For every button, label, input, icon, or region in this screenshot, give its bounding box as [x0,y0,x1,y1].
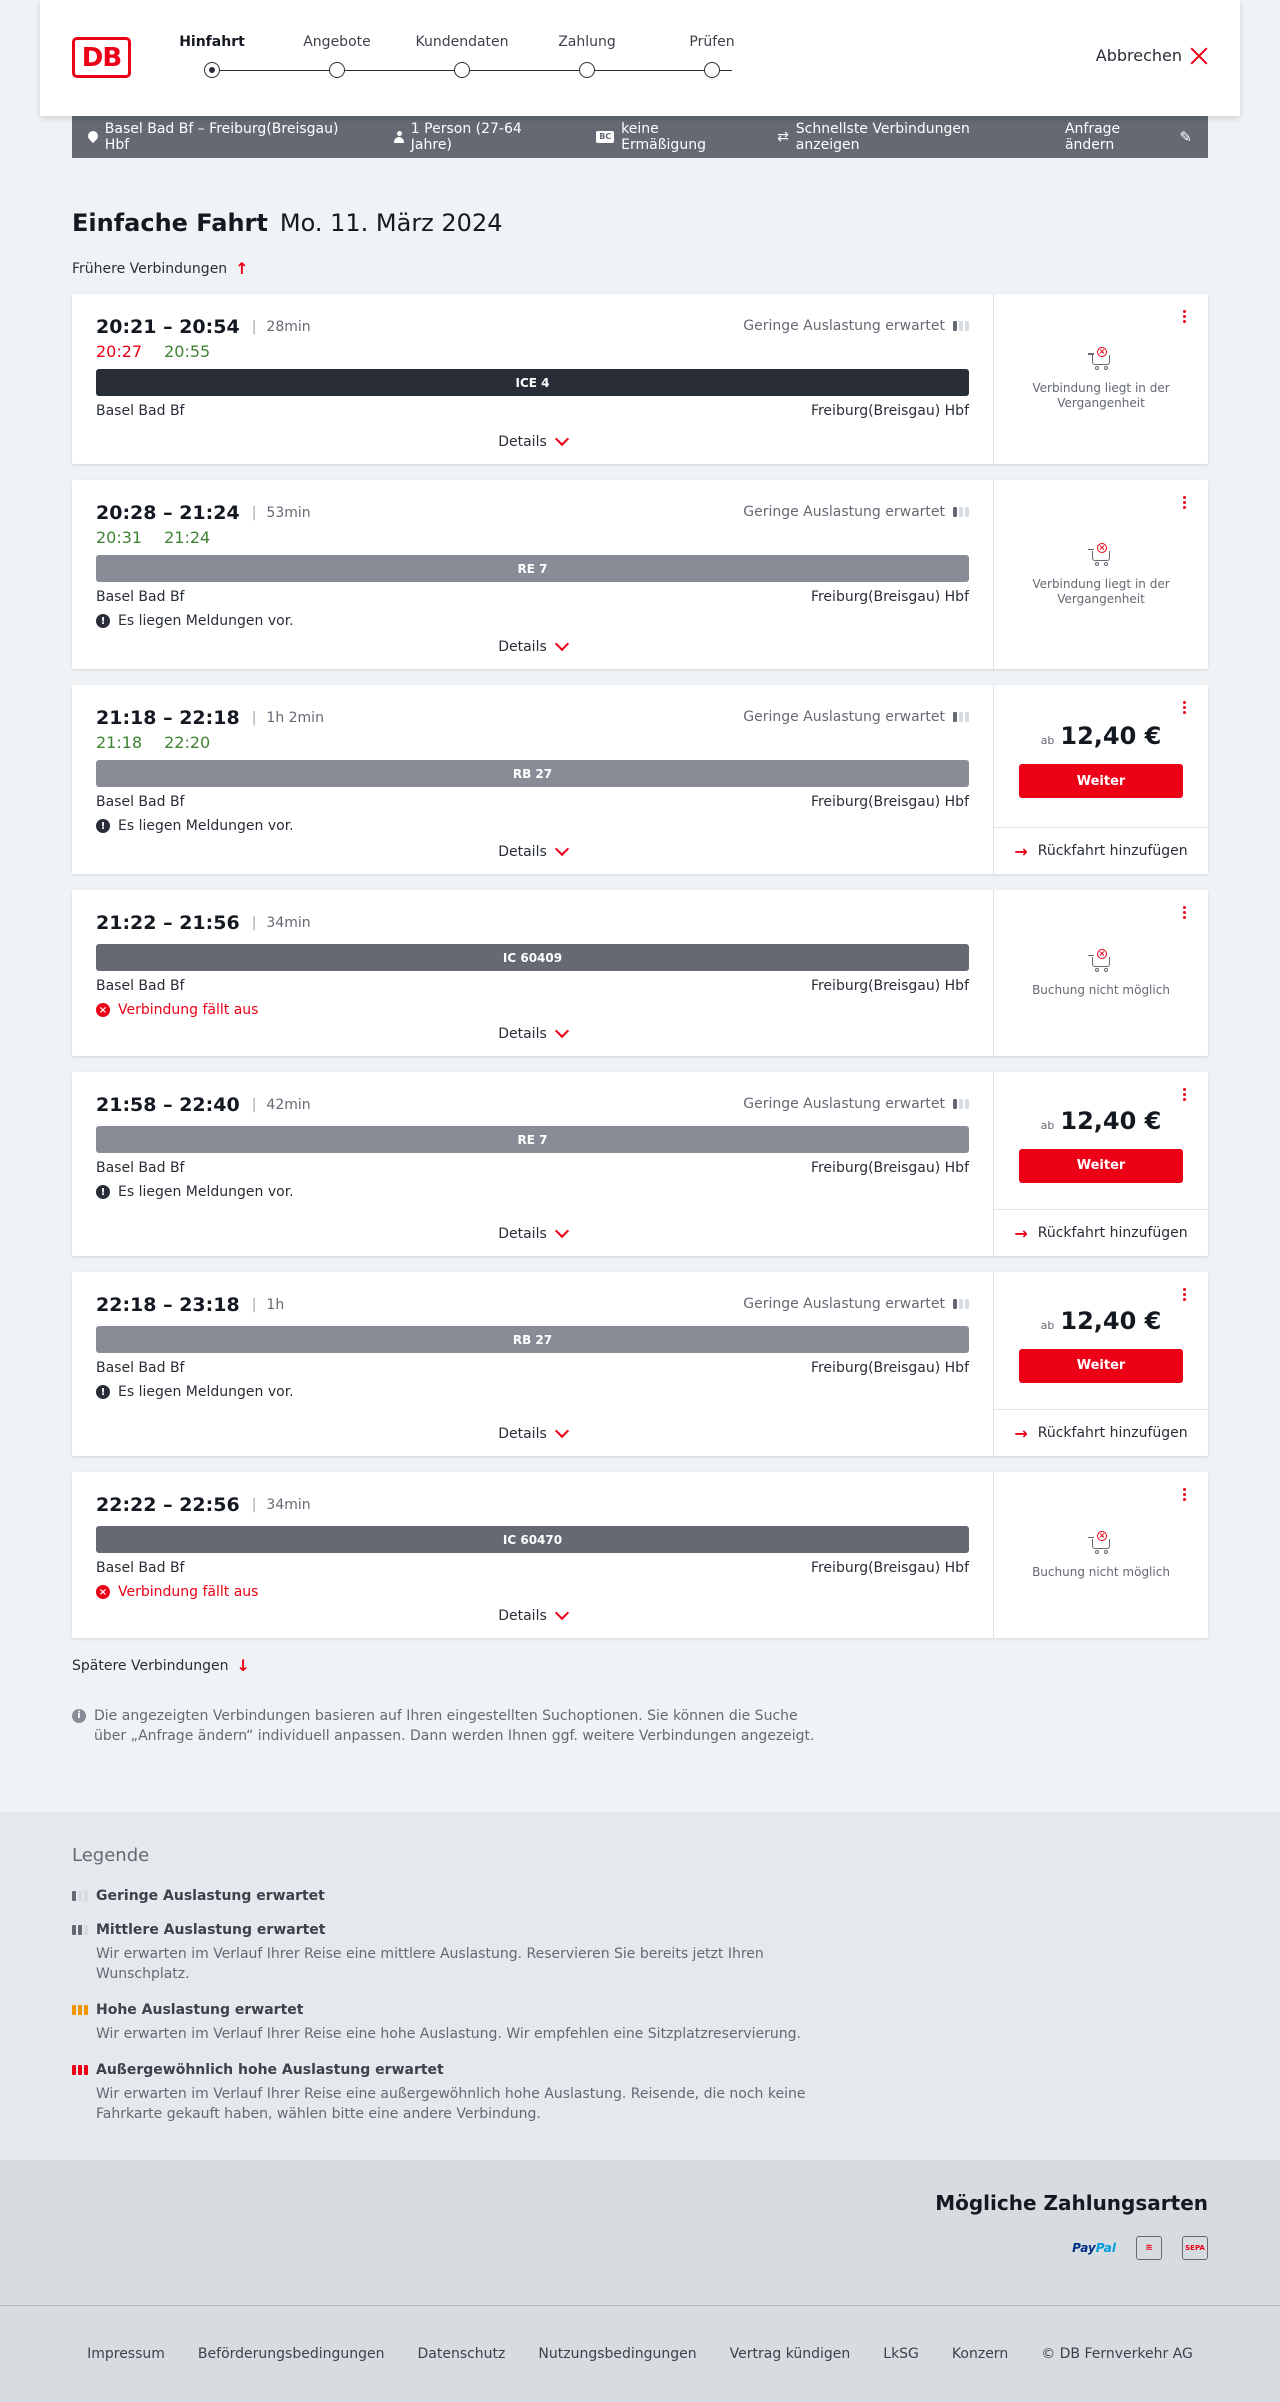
notice-text: Verbindung fällt aus [118,1584,259,1600]
origin-station: Basel Bad Bf [96,1560,185,1576]
summary-fastest [777,121,1033,153]
duration: 53min [266,505,311,521]
cancellation-notice [96,1002,969,1018]
add-return-label: Rückfahrt hinzufügen [1037,843,1188,859]
chevron-down-icon [555,432,569,446]
details-label: Details [498,639,547,655]
cancellation-notice [96,1584,969,1600]
summary-route [88,121,362,153]
earlier-connections-link[interactable] [72,259,1208,278]
stations [96,1160,969,1176]
stations [96,589,969,605]
occupancy-level-icon [72,2005,88,2015]
legend-item-title: Geringe Auslastung erwartet [96,1888,325,1904]
step-label: Kundendaten [415,34,509,50]
message-notice [96,1384,969,1400]
details-label: Details [498,1026,547,1042]
discount-text: keine Ermäßigung [621,121,706,153]
separator: | [251,710,257,726]
price-box [994,1072,1208,1209]
price-value: 12,40 € [1060,1306,1162,1335]
destination-station: Freiburg(Breisgau) Hbf [810,794,969,810]
duration: 28min [266,319,311,335]
destination-station: Freiburg(Breisgau) Hbf [810,1360,969,1376]
change-request-label: Anfrage ändern [1064,121,1121,153]
notice-text: Es liegen Meldungen vor. [118,1184,294,1200]
pencil-icon: ✎ [1179,127,1192,146]
footer [0,2305,1280,2402]
occupancy-text: Geringe Auslastung erwartet [743,318,945,334]
price-box [994,685,1208,827]
legend-item-head [72,1922,1208,1938]
price [1041,1107,1162,1135]
later-connections-link[interactable] [72,1656,1208,1675]
booking-unavailable [994,294,1208,464]
cancelled-icon: × [96,1585,110,1599]
legend-item [72,2062,1208,2124]
origin-station: Basel Bad Bf [96,403,185,419]
unavailable-text: Buchung nicht möglich [1032,1564,1170,1579]
connection-times [96,912,969,934]
booking-stepper [179,34,762,84]
price [1041,1307,1162,1335]
departure-arrival-time: 21:22 – 21:56 [96,912,240,934]
occupancy-info [743,504,969,520]
booking-unavailable [994,890,1208,1056]
footer-link-impressum[interactable]: Impressum [87,2346,165,2362]
info-note-text: Die angezeigten Verbindungen basieren auf Ihren eingestellten Suchoptionen. Sie können die Suche über „Anfrage ändern“ individuell anpassen. Dann werden Ihnen ggf. weitere Verbindungen angezeigt. [94,1708,815,1744]
stations [96,403,969,419]
details-toggle[interactable] [72,639,993,655]
arrow-up-icon: ↑ [235,259,249,278]
footer-link-lksg[interactable]: LkSG [883,2346,919,2362]
step-dot [454,62,470,78]
step-pruefen[interactable] [652,34,772,54]
realtime-times [96,733,969,752]
legend-item [72,1922,1208,1984]
occupancy-low-icon [953,507,969,517]
footer-link-befoerderungsbedingungen[interactable]: Beförderungsbedingungen [197,2346,385,2362]
train-line-bar[interactable]: RE 7 [96,1126,969,1153]
legend-item-head [72,2062,1208,2078]
connection-card [72,480,1208,669]
step-hinfahrt[interactable] [152,34,272,54]
legend-item-title: Mittlere Auslastung erwartet [96,1922,326,1938]
details-toggle[interactable] [72,1426,993,1442]
separator: | [251,915,257,931]
payment-icons [1072,2236,1208,2260]
departure-arrival-time: 22:18 – 23:18 [96,1294,240,1316]
add-return-trip-button[interactable] [994,827,1208,874]
more-options-icon[interactable] [1179,1086,1190,1103]
occupancy-text: Geringe Auslastung erwartet [743,1096,945,1112]
chevron-down-icon [555,1024,569,1038]
step-dot [329,62,345,78]
info-icon: i [72,1709,86,1723]
notice-text: Verbindung fällt aus [118,1002,259,1018]
unavailable-text: Buchung nicht möglich [1032,982,1170,997]
origin-station: Basel Bad Bf [96,1160,185,1176]
price-prefix: ab [1040,1318,1055,1332]
arrow-right-icon: → [1014,841,1028,861]
bahncard-icon: BC [596,131,614,143]
price [1041,722,1162,750]
cart-unavailable-icon: × [1088,347,1114,371]
legend-item-title: Außergewöhnlich hohe Auslastung erwartet [96,2062,444,2078]
destination-station: Freiburg(Breisgau) Hbf [810,589,969,605]
duration: 34min [266,1497,311,1513]
separator: | [251,1297,257,1313]
add-return-trip-button[interactable] [994,1209,1208,1256]
more-options-icon[interactable] [1179,308,1190,325]
occupancy-low-icon [953,712,969,722]
more-options-icon[interactable] [1179,494,1190,511]
notice-text: Es liegen Meldungen vor. [118,818,294,834]
separator: | [251,505,257,521]
summary-passengers [394,121,564,153]
add-return-trip-button[interactable] [994,1409,1208,1456]
step-kundendaten[interactable] [402,34,522,54]
more-options-icon[interactable] [1179,1486,1190,1503]
occupancy-info [743,1296,969,1312]
chevron-down-icon [555,1424,569,1438]
cart-unavailable-icon: × [1088,1531,1114,1555]
price-prefix: ab [1040,1118,1055,1132]
details-toggle[interactable] [72,844,993,860]
train-line-bar[interactable]: RB 27 [96,760,969,787]
stations [96,1360,969,1376]
footer-link-vertrag-kuendigen[interactable]: Vertrag kündigen [729,2346,851,2362]
occupancy-level-icon [72,2065,88,2075]
add-return-label: Rückfahrt hinzufügen [1037,1225,1188,1241]
step-label: Prüfen [689,34,735,50]
departure-arrival-time: 20:28 – 21:24 [96,502,240,524]
legend-item [72,2002,1208,2044]
stepper-line [212,70,732,71]
connection-list [72,294,1208,1638]
details-label: Details [498,844,547,860]
fastest-text: Schnellste Verbindungen anzeigen [795,121,970,153]
info-note [72,1706,832,1746]
duration: 1h 2min [266,710,324,726]
origin-station: Basel Bad Bf [96,589,185,605]
step-label: Angebote [303,34,371,50]
legend-item-text: Wir erwarten im Verlauf Ihrer Reise eine hohe Auslastung. Wir empfehlen eine Sitzplatzreservierung. [96,2026,801,2042]
alert-icon: ! [96,1385,110,1399]
connection-card [72,890,1208,1056]
later-label: Spätere Verbindungen [72,1657,229,1674]
alert-icon: ! [96,614,110,628]
origin-station: Basel Bad Bf [96,794,185,810]
payment-title: Mögliche Zahlungsarten [935,2191,1208,2215]
legend-item-text: Wir erwarten im Verlauf Ihrer Reise eine außergewöhnlich hohe Auslastung. Reisende, die noch keine Fahrkarte gekauft haben, wählen bitte eine andere Verbindung. [96,2086,806,2122]
notice-text: Es liegen Meldungen vor. [118,613,294,629]
connection-card [72,1472,1208,1638]
realtime-departure: 20:27 [96,342,143,361]
occupancy-info [743,318,969,334]
train-line-bar[interactable]: IC 60470 [96,1526,969,1553]
train-line-bar[interactable]: RE 7 [96,555,969,582]
realtime-arrival: 22:20 [164,733,211,752]
search-summary-bar [72,116,1208,158]
top-header [40,0,1240,116]
connection-times [96,1494,969,1516]
more-options-icon[interactable] [1179,699,1190,716]
unavailable-text: Verbindung liegt in der Vergangenheit [1032,576,1170,606]
message-notice [96,818,969,834]
continue-button[interactable]: Weiter [1019,1349,1183,1383]
details-label: Details [498,434,547,450]
footer-link-konzern[interactable]: Konzern [951,2346,1009,2362]
occupancy-low-icon [953,321,969,331]
details-toggle[interactable] [72,1226,993,1242]
stations [96,1560,969,1576]
price-prefix: ab [1040,734,1055,747]
arrow-right-icon: → [1014,1223,1028,1243]
step-label: Hinfahrt [179,34,245,50]
details-label: Details [498,1608,547,1624]
stations [96,794,969,810]
realtime-times [96,342,969,361]
page-title [72,209,1208,237]
legend-item-head [72,1888,1208,1904]
legend-item-text: Wir erwarten im Verlauf Ihrer Reise eine mittlere Auslastung. Reservieren Sie bereits jetzt Ihren Wunschplatz. [96,1946,764,1982]
details-label: Details [498,1426,547,1442]
continue-button[interactable]: Weiter [1019,1149,1183,1183]
departure-arrival-time: 22:22 – 22:56 [96,1494,240,1516]
train-line-bar[interactable]: ICE 4 [96,369,969,396]
db-logo[interactable]: DB [72,37,131,78]
departure-arrival-time: 21:18 – 22:18 [96,707,240,729]
occupancy-low-icon [953,1299,969,1309]
details-label: Details [498,1226,547,1242]
add-return-label: Rückfahrt hinzufügen [1037,1425,1188,1441]
swap-arrows-icon: ⇄ [777,129,789,145]
destination-station: Freiburg(Breisgau) Hbf [810,1560,969,1576]
occupancy-info [743,1096,969,1112]
realtime-departure: 20:31 [96,528,143,547]
passengers-text: 1 Person (27-64 Jahre) [410,121,522,153]
origin-station: Basel Bad Bf [96,1360,185,1376]
separator: | [251,319,257,335]
chevron-down-icon [555,637,569,651]
unavailable-text: Verbindung liegt in der Vergangenheit [1032,381,1170,410]
more-options-icon[interactable] [1179,1286,1190,1303]
step-dot [204,62,220,78]
connection-card [72,294,1208,464]
legend-item [72,1888,1208,1904]
close-icon [1190,47,1208,65]
change-request-button[interactable] [1065,121,1192,153]
occupancy-text: Geringe Auslastung erwartet [743,709,945,725]
contactless-pay-icon: ≋ [1136,2236,1162,2260]
price-value: 12,40 € [1060,722,1162,750]
footer-copyright: © DB Fernverkehr AG [1041,2346,1193,2362]
train-line-bar[interactable]: IC 60409 [96,944,969,971]
duration: 42min [266,1097,311,1113]
cancel-button[interactable] [1096,46,1208,65]
continue-button[interactable]: Weiter [1019,764,1183,798]
main-content [72,209,1208,1746]
booking-unavailable [994,1472,1208,1638]
booking-unavailable [994,480,1208,669]
occupancy-text: Geringe Auslastung erwartet [743,504,945,520]
trip-date: Mo. 11. März 2024 [279,209,503,237]
location-pin-icon [88,131,98,144]
step-zahlung[interactable] [527,34,647,54]
occupancy-info [743,709,969,725]
duration: 34min [266,915,311,931]
sepa-invoice-icon: SEPA [1182,2236,1208,2260]
realtime-times [96,528,969,547]
legend-item-title: Hohe Auslastung erwartet [96,2002,304,2018]
cart-unavailable-icon: × [1088,949,1114,973]
chevron-down-icon [555,1606,569,1620]
occupancy-level-icon [72,1891,88,1901]
message-notice [96,613,969,629]
separator: | [251,1497,257,1513]
cancelled-icon: × [96,1003,110,1017]
realtime-arrival: 21:24 [164,528,211,547]
route-text: Basel Bad Bf – Freiburg(Breisgau) Hbf [104,121,339,153]
payment-section [0,2160,1280,2305]
details-toggle[interactable] [72,434,993,450]
trip-type-title: Einfache Fahrt [72,209,268,237]
step-angebote[interactable] [277,34,397,54]
legend-section [0,1812,1280,2160]
arrow-down-icon: ↓ [236,1656,250,1675]
stations [96,978,969,994]
footer-link-datenschutz[interactable]: Datenschutz [417,2346,506,2362]
price-value: 12,40 € [1060,1106,1162,1135]
alert-icon: ! [96,819,110,833]
connection-card [72,685,1208,874]
departure-arrival-time: 21:58 – 22:40 [96,1094,240,1116]
cart-unavailable-icon: × [1088,543,1114,567]
step-dot [704,62,720,78]
earlier-label: Frühere Verbindungen [72,260,228,277]
details-toggle[interactable] [72,1026,993,1042]
legend-item-head [72,2002,1208,2018]
occupancy-level-icon [72,1925,88,1935]
destination-station: Freiburg(Breisgau) Hbf [810,403,969,419]
person-icon [394,131,404,143]
footer-link-nutzungsbedingungen[interactable]: Nutzungsbedingungen [538,2346,697,2362]
paypal-icon: PayPal [1072,2241,1116,2255]
more-options-icon[interactable] [1179,904,1190,921]
realtime-departure: 21:18 [96,733,143,752]
connection-card [72,1272,1208,1456]
chevron-down-icon [555,842,569,856]
message-notice [96,1184,969,1200]
realtime-arrival: 20:55 [164,342,211,361]
departure-arrival-time: 20:21 – 20:54 [96,316,240,338]
step-dot [579,62,595,78]
chevron-down-icon [555,1224,569,1238]
step-label: Zahlung [558,34,616,50]
train-line-bar[interactable]: RB 27 [96,1326,969,1353]
summary-discount [596,121,745,153]
price-box [994,1272,1208,1409]
destination-station: Freiburg(Breisgau) Hbf [810,1160,969,1176]
details-toggle[interactable] [72,1608,993,1624]
arrow-right-icon: → [1014,1423,1028,1443]
alert-icon: ! [96,1185,110,1199]
occupancy-text: Geringe Auslastung erwartet [743,1296,945,1312]
occupancy-low-icon [953,1099,969,1109]
separator: | [251,1097,257,1113]
duration: 1h [266,1297,285,1313]
destination-station: Freiburg(Breisgau) Hbf [810,978,969,994]
cancel-label: Abbrechen [1095,46,1182,65]
origin-station: Basel Bad Bf [96,978,185,994]
connection-card [72,1072,1208,1256]
legend-title: Legende [72,1845,150,1866]
notice-text: Es liegen Meldungen vor. [118,1384,294,1400]
